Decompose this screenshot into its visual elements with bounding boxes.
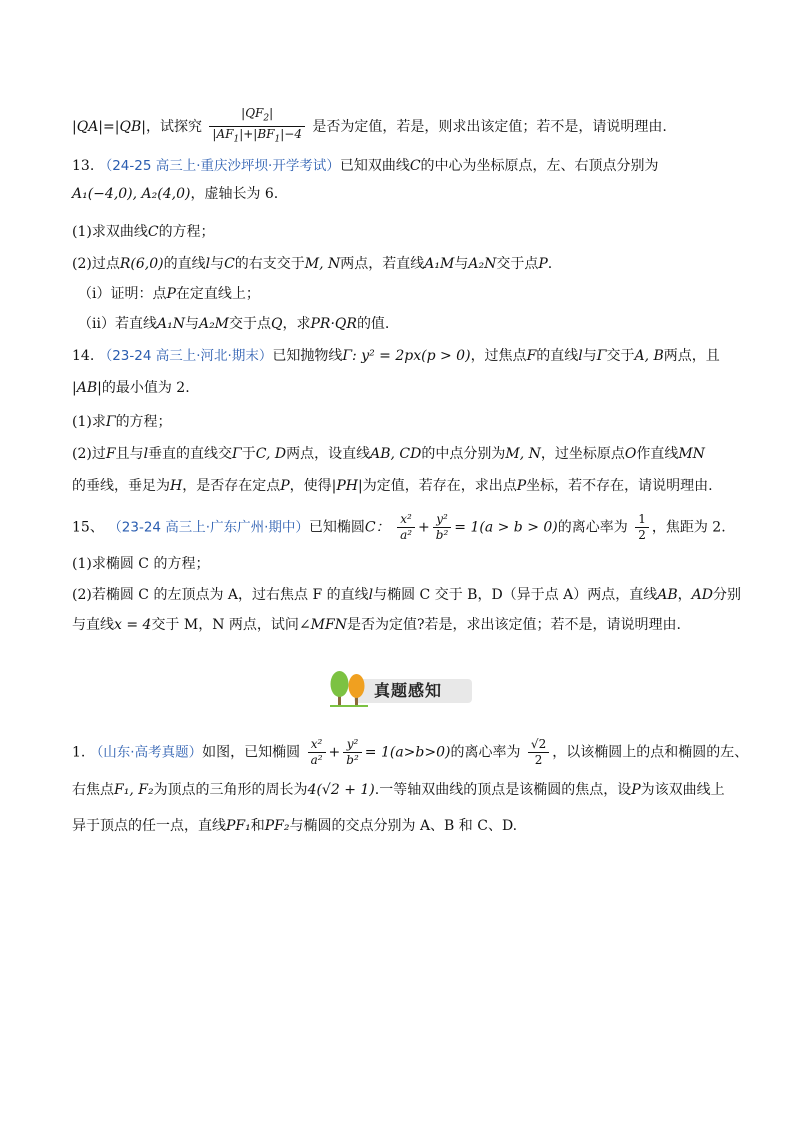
q15-e-den: 2 [638,528,646,542]
q14-p2g: ，过坐标原点 [540,446,625,462]
frac-num-end: | [269,106,274,120]
q14-stem-2 [72,377,732,399]
r1-stem1: 如图，已知椭圆 [202,744,301,761]
q15-x-frac [397,512,415,543]
q15-part1 [72,553,732,575]
q14-p2d: 于 [241,446,256,462]
q14-p2k: ，使得 [289,478,332,494]
q13-piib: 与 [184,316,199,332]
q13-pib: 在定直线上； [175,286,260,302]
q15-p3a: 与直线 [72,617,114,633]
q14-p2e: 两点，设直线 [286,446,371,462]
q13-p2g: 交于点 [496,256,539,272]
q14-p2c: 垂直的直线交 [148,446,233,462]
r1-line2 [72,779,732,801]
q13-p1-C: C [147,224,159,240]
frac-num: |QF [241,106,264,120]
q15-p3c: 是否为定值?若是，求出该定值；若不是，请说明理由. [346,617,681,633]
r1-l2P: P [631,782,641,798]
q13-piie: 的值. [356,316,390,332]
q13-piid: ，求 [282,316,311,332]
r1-line3 [72,815,732,837]
q14-p2-F: F [105,446,116,462]
q15-stem3: ，焦距为 2. [651,519,726,536]
q14-part1 [72,411,732,433]
q14-p1: (1)求 [72,414,106,430]
q15-p2AD: AD [691,587,713,603]
q15-p2c: ， [677,587,692,603]
q13-p2P: P [538,256,548,272]
q13-vertices: A₁(−4,0), A₂(4,0) [72,186,191,202]
r1-y: y² [343,737,362,753]
q15-p3b: 交于 M，N 两点，试问 [151,617,299,633]
frac-den-sub2: 1 [274,134,281,145]
q14-p2MN: M, N [505,446,541,462]
r1-l2c: .一等轴双曲线的顶点是该椭圆的焦点，设 [374,782,632,798]
q14-p1b: 的方程； [115,414,172,430]
r1-e-den: 2 [534,753,543,767]
q14-p2CD: C, D [255,446,287,462]
q15-stem2: 的离心率为 [557,519,628,536]
qa-qb-expr: |QA|=|QB| [72,118,146,135]
q13-p2h: . [547,256,553,272]
q13-pii: （ii）若直线 [78,316,157,332]
q14-p2PH: |PH| [331,478,363,494]
q13-p2R: R(6,0) [119,256,164,272]
q14-p2ABCD: AB, CD [370,446,422,462]
r1-l2a: 右焦点 [72,782,114,798]
q13-p2d: 的右支交于 [234,256,305,272]
q13-piiQ: Q [271,316,283,332]
q13-C: C [409,158,421,174]
r1-eq-tail: = 1(a>b>0) [364,744,451,761]
r1-l3PF1: PF₁ [226,818,251,834]
q13-p2c: 与 [210,256,225,272]
q13-stem2: 的中心为坐标原点，左、右顶点分别为 [420,158,659,174]
q13-p2A2N: A₂N [468,256,497,272]
q15-p1: (1)求椭圆 C 的方程； [72,556,210,572]
r1-l2d: 为该双曲线上 [640,782,725,798]
q15-stem1: 已知椭圆 [308,519,365,536]
q13-pi: （i）证明：点 [78,286,167,302]
q13-p2A1M: A₁M [424,256,455,272]
frac-den-sub1: 1 [233,134,240,145]
q15-p2b: 与椭圆 C 交于 B，D（异于点 A）两点，直线 [373,587,658,603]
q14-parab: Γ: y² = 2px(p > 0) [342,348,471,364]
q13-piic: 交于点 [229,316,272,332]
r1-l2F: F₁, F₂ [114,782,154,798]
q15-p2l: l [368,587,374,603]
q14-p2m: 坐标，若不存在，请说明理由. [526,478,713,494]
q13-part2 [72,253,732,275]
q14-number: 14. [72,348,95,364]
q15-part2-b [72,614,732,636]
q14-p2i: 的垂线，垂足为 [72,478,170,494]
q13-p2a: (2)过点 [72,256,120,272]
q14-p2P: P [280,478,290,494]
q14-p2-l: l [143,446,149,462]
q15-number: 15、 [72,519,104,536]
q13-p2b: 的直线 [163,256,206,272]
r1-x-frac [308,737,326,768]
q13-vertices-line [72,183,732,205]
q15-part2 [72,584,741,606]
q14-p2H: H [170,478,183,494]
frac-den: |AF [212,127,234,142]
r1-l3c: 与椭圆的交点分别为 A、B 和 C、D. [289,818,518,834]
q14-stem4: 与 [582,348,597,364]
q14-p2j: ，是否存在定点 [182,478,281,494]
r1-l2per: 4(√2 + 1) [307,782,375,798]
q13-stem [72,155,732,177]
q14-p2h: 作直线 [636,446,679,462]
r1-l3a: 异于顶点的任一点，直线 [72,818,226,834]
frac-den-end: |−4 [280,127,302,142]
frac-den-mid: |+|BF [239,127,275,142]
q14-stem6: 两点，且 [663,348,720,364]
q15-p3ang: ∠MFN [298,617,347,633]
q14-l: l [578,348,583,364]
q13-p2-C: C [224,256,235,272]
q13-stem1: 已知双曲线 [339,158,410,174]
r1-e-num: √2 [528,737,549,753]
frac-num-sub: 2 [263,113,270,124]
q14-part2 [72,443,732,465]
q13-piP: P [166,286,176,302]
q14-p2MNline: MN [678,446,705,462]
r1-stem: 1. （山东·高考真题）如图，已知椭圆 $\frac{\text{x²}}{\text{a²}}$ + $\frac{\text{y²}}{\text{b²}}$ = 1(a>b>0)的离心率为 $\frac{√2}{2}$ ，以该椭圆上的点和椭圆的左、 [72,737,749,767]
q15-p2AB: AB [657,587,678,603]
q15-p2a: (2)若椭圆 C 的左顶点为 A，过右焦点 F 的直线 [72,587,369,603]
r1-stem2: 的离心率为 [450,744,521,761]
r1-l2b: 为顶点的三角形的周长为 [153,782,308,798]
q14-p2O: O [624,446,637,462]
q14-absAB: |AB| [72,380,102,396]
q15-y-frac [433,512,452,543]
q15-eq-tail: = 1(a > b > 0) [454,519,558,536]
q14-p2b: 且与 [115,446,144,462]
q14-stem3: 的直线 [536,348,579,364]
q15-p2d: 分别 [713,587,741,603]
q13-p2f: 与 [454,256,469,272]
q13-p2e: 两点，若直线 [340,256,425,272]
q14-AB: A, B [634,348,664,364]
q15-e-num: 1 [635,512,649,528]
tail-text: 是否为定值，若是，则求出该定值；若不是，请说明理由. [312,118,667,135]
q14-p2-P2: P [516,478,527,494]
r1-e-frac [528,737,549,768]
q14-part2-b [72,475,732,497]
section-banner [326,664,476,710]
q13-part2-ii [78,313,738,335]
q13-piiA1N: A₁N [156,316,185,332]
q15-x: x² [397,512,415,528]
q15-stem: 15、 （23-24 高三上·广东广州·期中）已知椭圆C： $\frac{\text{x²}}{\text{a²}}$ + $\frac{\text{y²}}{\text{b²}}$ = 1(a > b > 0)的离心率为 $\frac{1}{2}$ ，焦距为 2. [72,512,726,542]
q14-stem5: 交于 [606,348,635,364]
q13-stem3: ，虚轴长为 6. [190,186,279,202]
q14-F: F [526,348,537,364]
q14-G: Γ [596,348,607,364]
q14-p2a: (2)过 [72,446,106,462]
r1-number: 1. [72,744,86,761]
q14-stem [72,345,732,367]
q13-p1b: 的方程； [158,224,215,240]
r1-l3b: 和 [250,818,265,834]
q13-number: 13. [72,158,95,174]
q14-stem7: 的最小值为 2. [101,380,190,396]
q14-stem2: ，过焦点 [470,348,527,364]
q15-y: y² [433,512,452,528]
r1-y-frac [343,737,362,768]
q12-tail-line [72,106,732,148]
q15-p3x: x = 4 [114,617,152,633]
q14-p2f: 的中点分别为 [421,446,506,462]
q13-p2l: l [205,256,211,272]
r1-x: x² [308,737,326,753]
q15-a: a² [400,528,413,542]
q14-p1-G: Γ [105,414,116,430]
q14-stem1: 已知抛物线 [272,348,343,364]
q13-p1: (1)求双曲线 [72,224,148,240]
r1-b: b² [346,753,359,767]
q14-source[interactable]: （23-24 高三上·河北·期末） [98,348,273,364]
q13-part1 [72,221,732,243]
r1-l3PF2: PF₂ [264,818,290,834]
q13-piiA2M: A₂M [198,316,230,332]
q13-part2-i [78,283,738,305]
tree-icon [326,664,372,710]
q14-p2l: 为定值，若存在，求出点 [362,478,517,494]
lead-text: ，试探究 [145,118,202,135]
q13-piiexpr: PR·QR [310,316,357,332]
q13-source[interactable]: （24-25 高三上·重庆沙坪坝·开学考试） [98,158,340,174]
q15-C: C： [364,519,390,536]
q14-p2-G: Γ [232,446,242,462]
ratio-fraction [209,106,305,148]
r1-source[interactable]: （山东·高考真题） [89,744,203,761]
banner-title: 真题感知 [374,681,443,700]
r1-a: a² [310,753,323,767]
r1-stem3: ，以该椭圆上的点和椭圆的左、 [552,744,749,761]
q15-e-frac [635,512,649,543]
q15-b: b² [435,528,449,542]
q13-p2MN: M, N [304,256,341,272]
q15-source[interactable]: （23-24 高三上·广东广州·期中） [108,519,309,536]
